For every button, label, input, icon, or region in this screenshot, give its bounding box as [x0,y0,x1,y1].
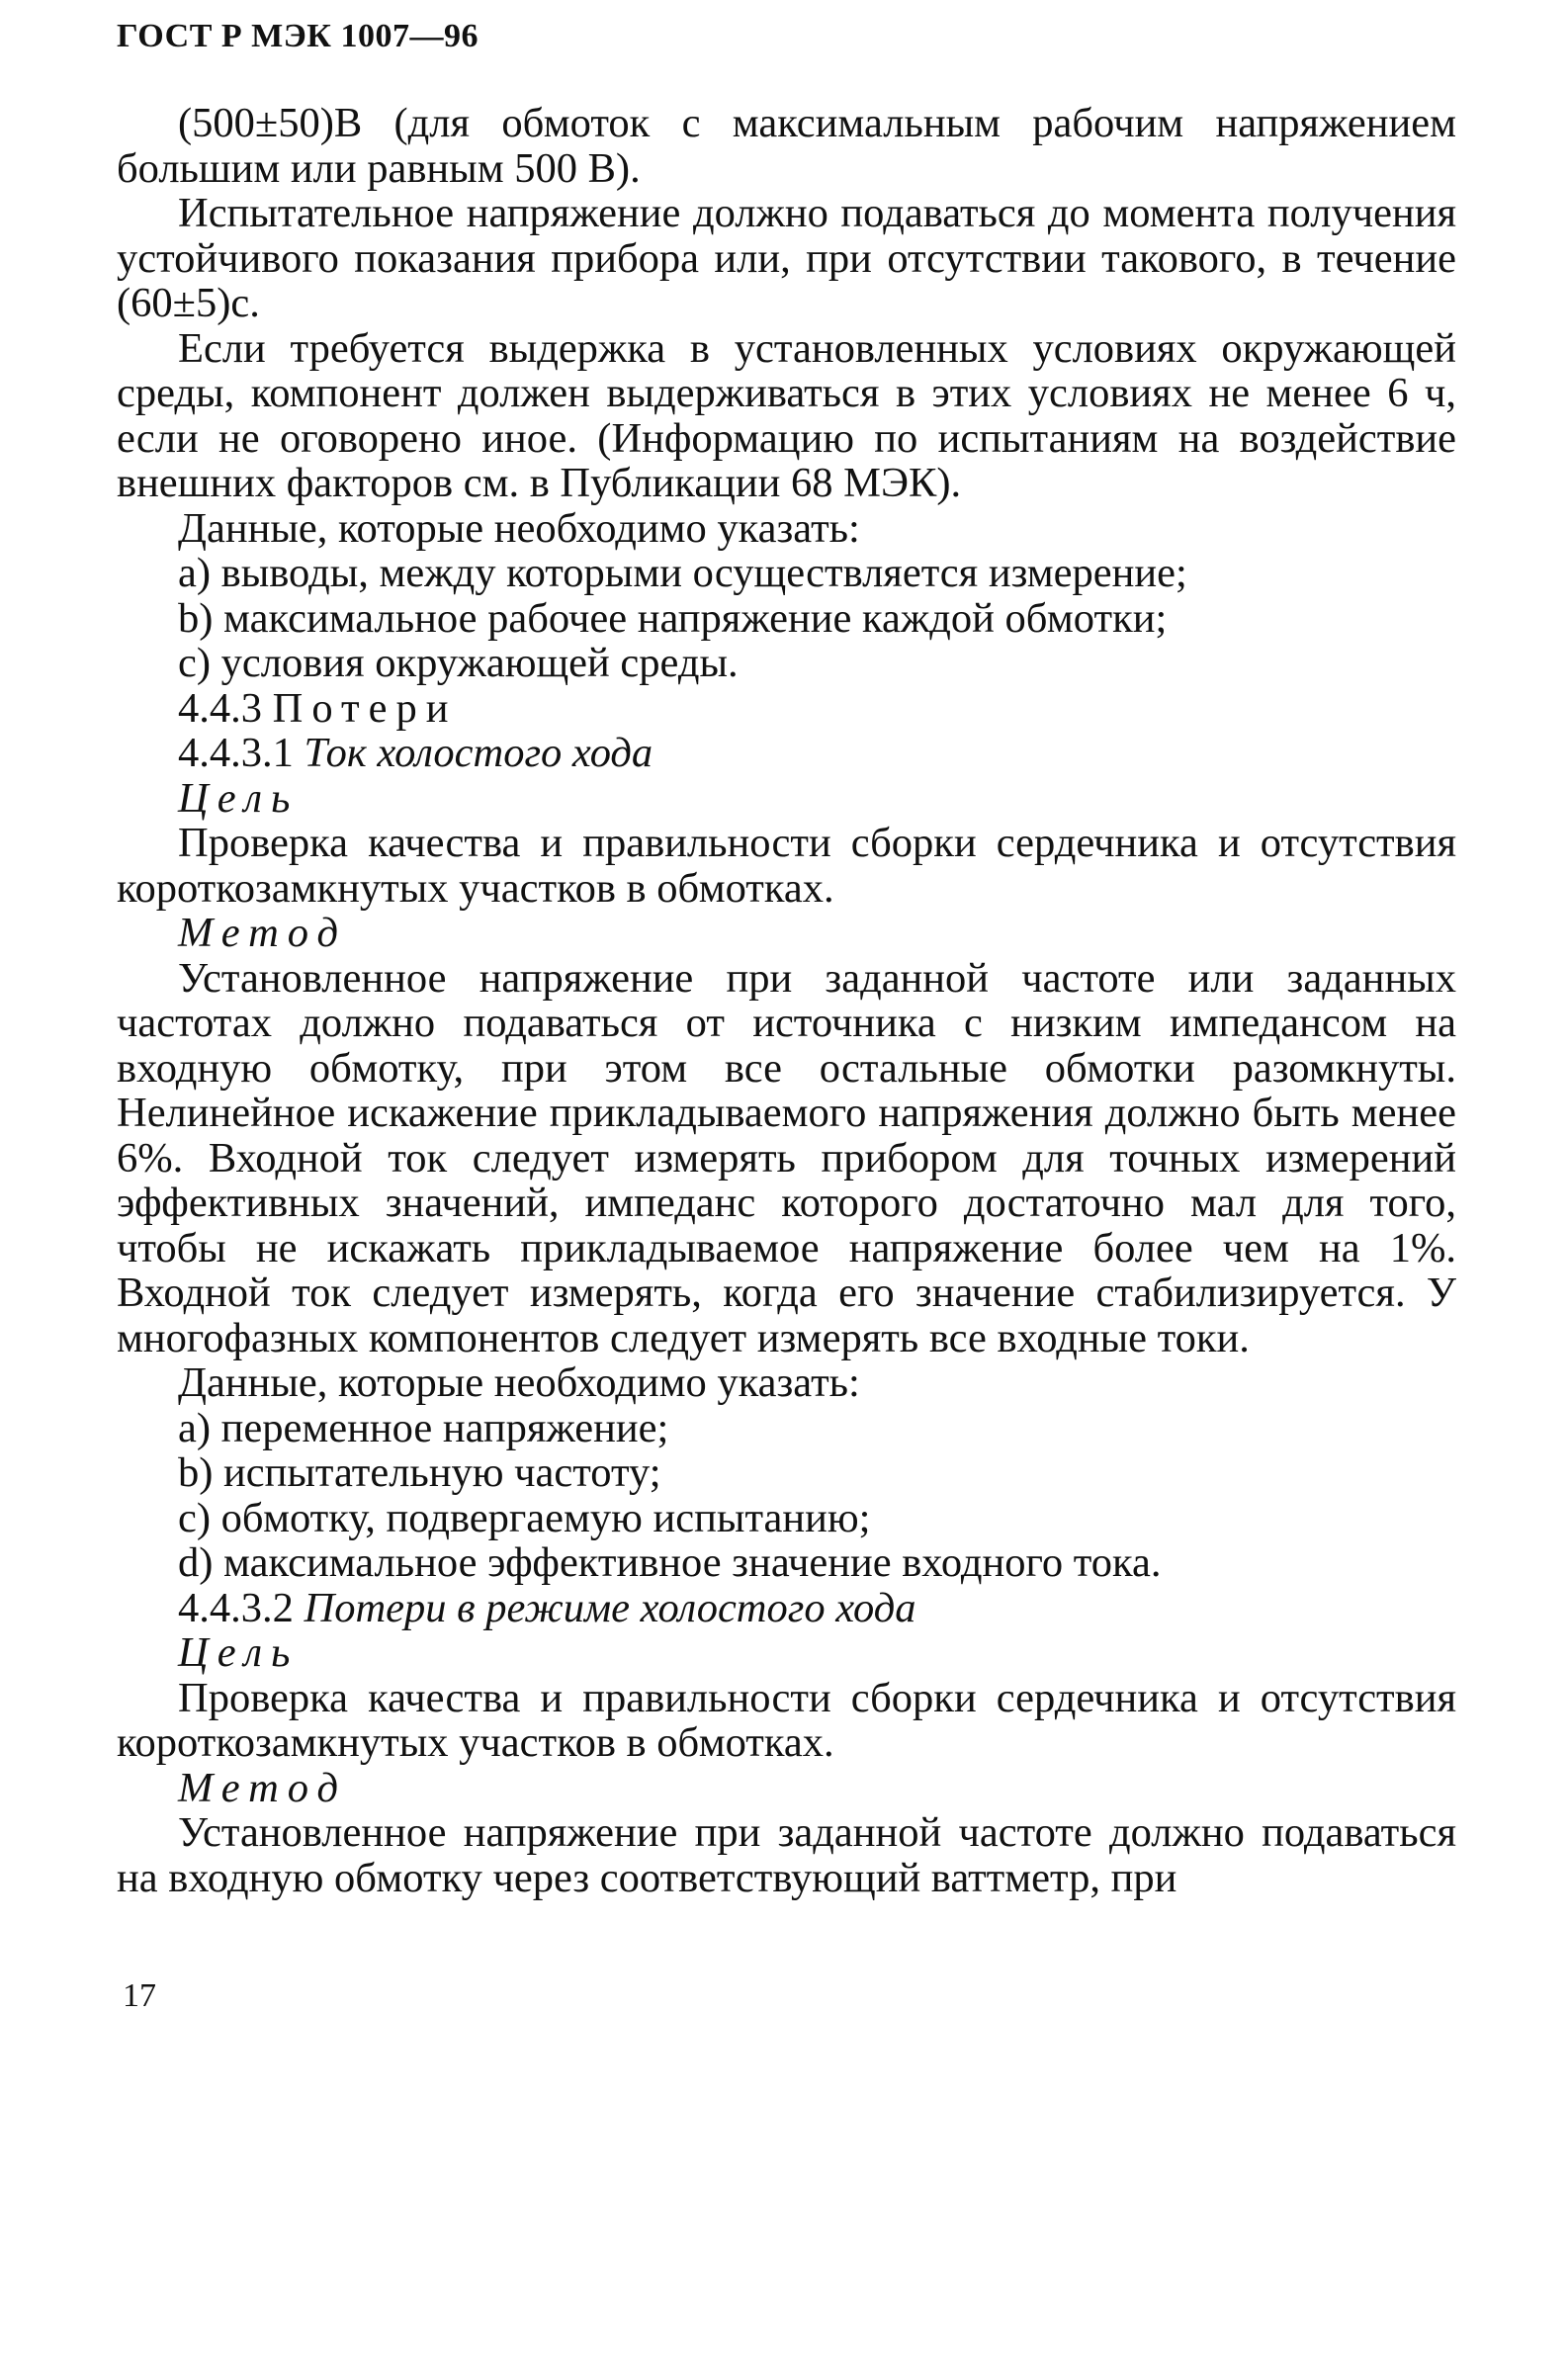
method-label: Метод [178,1764,347,1811]
document-header: ГОСТ Р МЭК 1007—96 [117,18,479,54]
data-heading: Данные, которые необходимо указать: [178,1359,860,1406]
subsection-number: 4.4.3.2 [178,1584,294,1631]
list-item: d) максимальное эффективное значение входного тока. [178,1539,1162,1586]
method-text: Установленное напряжение при заданной частоте или заданных частотах должно подаваться от источника с низким импедансом на входную обмотку, при этом все остальные обмотки разомкнуты. Нелинейное искажение прикладываемого напряжения должно быть менее 6%. Входной ток следует измерять прибором для точных измерений эффективных значений, импеданс которого достаточно мал для того, чтобы не искажать прикладываемое напряжение более чем на 1%. Входной ток следует измерять, когда его значение стабилизируется. У многофазных компонентов следует измерять все входные токи. [117,954,1456,1361]
goal-label: Цель [178,1629,300,1676]
list-item: b) испытательную частоту; [178,1449,661,1496]
section-number: 4.4.3 [178,684,262,732]
paragraph-voltage-range: (500±50)В (для обмоток с максимальным рабочим напряжением большим или равным 500 В). [117,100,1456,192]
paragraph-environment: Если требуется выдержка в установленных условиях окружающей среды, компонент должен выдерживаться в этих условиях не менее 6 ч, если не оговорено иное. (Информацию по испытаниям на воздействие внешних факторов см. в Публикации 68 МЭК). [117,324,1456,506]
page-body [117,101,1456,1900]
subsection-title: Ток холостого хода [304,730,653,776]
method-text: Установленное напряжение при заданной частоте должно подаваться на входную обмотку через соответствующий ваттметр, при [117,1809,1456,1901]
goal-text: Проверка качества и правильности сборки сердечника и отсутствия короткозамкнутых участков в обмотках. [117,820,1456,912]
subsection-title: Потери в режиме холостого хода [304,1584,916,1631]
section-heading [117,686,1456,732]
list-item: а) переменное напряжение; [178,1404,669,1451]
list-item: с) обмотку, подвергаемую испытанию; [178,1494,871,1541]
goal-label: Цель [178,774,300,822]
list-item: а) выводы, между которыми осуществляется измерение; [178,550,1187,596]
method-label: Метод [178,910,347,956]
section-title: Потери [272,684,458,732]
paragraph-test-voltage: Испытательное напряжение должно подаваться до момента получения устойчивого показания прибора или, при отсутствии такового, в течение (60±5)с. [117,190,1456,326]
subsection-heading [117,731,1456,776]
data-heading: Данные, которые необходимо указать: [178,504,860,552]
page-number: 17 [123,1977,156,2014]
list-item: b) максимальное рабочее напряжение каждой обмотки; [178,594,1168,642]
list-item: с) условия окружающей среды. [178,640,739,686]
subsection-heading [117,1586,1456,1631]
goal-text: Проверка качества и правильности сборки сердечника и отсутствия короткозамкнутых участков в обмотках. [117,1674,1456,1766]
subsection-number: 4.4.3.1 [178,730,294,776]
